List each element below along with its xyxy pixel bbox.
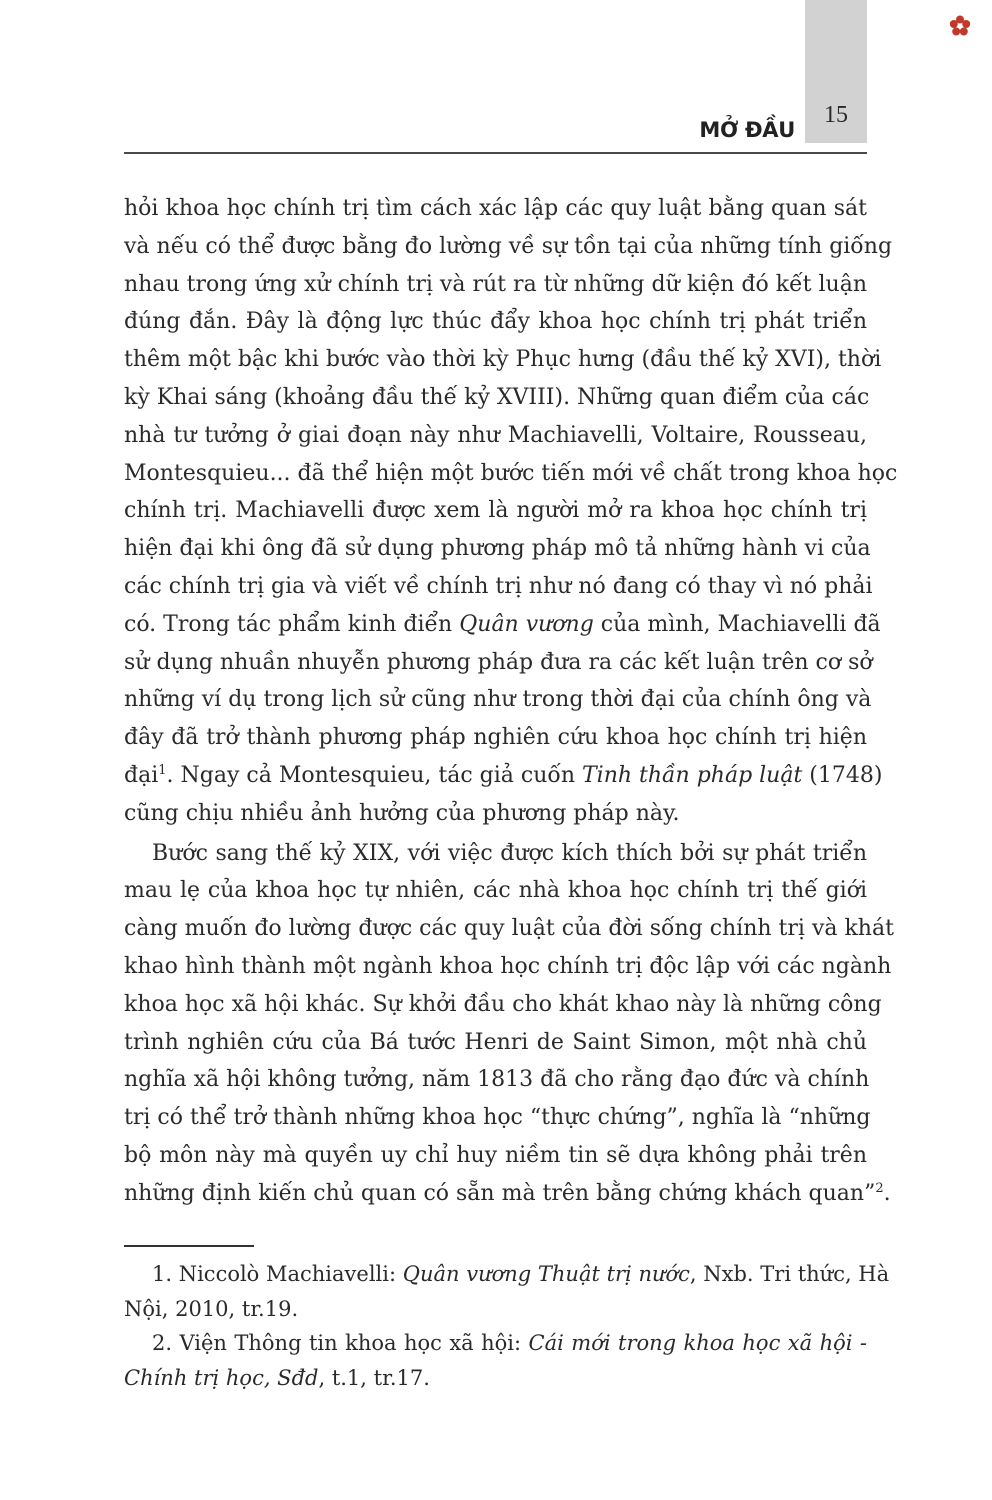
body-line: mau lẹ của khoa học tự nhiên, các nhà khoa học chính trị thế giới (124, 878, 867, 904)
body-line: hỏi khoa học chính trị tìm cách xác lập các quy luật bằng quan sát (124, 196, 867, 221)
body-text (124, 190, 898, 1213)
footnote-ref-2: 2 (875, 1180, 884, 1196)
body-line: có. Trong tác phẩm kinh điển Quân vương của mình, Machiavelli đã (124, 611, 881, 637)
body-line: trình nghiên cứu của Bá tước Henri de Saint Simon, một nhà chủ (124, 1029, 867, 1055)
page-number: 15 (824, 102, 848, 128)
body-line: thêm một bậc khi bước vào thời kỳ Phục hưng (đầu thế kỷ XVI), thời (124, 347, 882, 373)
body-line: khoa học xã hội khác. Sự khởi đầu cho khát khao này là những công (124, 991, 882, 1017)
body-line: sử dụng nhuần nhuyễn phương pháp đưa ra các kết luận trên cơ sở (124, 649, 873, 675)
footnote-1: 1. Niccolò Machiavelli: Quân vương Thuật trị nước, Nxb. Tri thức, Hà (152, 1262, 890, 1286)
book-title-quan-vuong: Quân vương (459, 611, 594, 637)
body-line: hiện đại khi ông đã sử dụng phương pháp mô tả những hành vi của (124, 536, 871, 562)
footnote-rule (124, 1245, 254, 1247)
body-line: nghĩa xã hội không tưởng, năm 1813 đã cho rằng đạo đức và chính (124, 1067, 870, 1093)
body-line: các chính trị gia và viết về chính trị như nó đang có thay vì nó phải (124, 573, 873, 599)
body-line: càng muốn đo lường được các quy luật của đời sống chính trị và khát (124, 916, 894, 942)
body-line: đúng đắn. Đây là động lực thúc đẩy khoa học chính trị phát triển (124, 309, 867, 335)
footnote-2-cont: Chính trị học, Sđd, t.1, tr.17. (124, 1365, 430, 1390)
body-line: và nếu có thể được bằng đo lường về sự tồn tại của những tính giống (124, 233, 893, 259)
body-line: nhau trong ứng xử chính trị và rút ra từ những dữ kiện đó kết luận (124, 271, 867, 297)
body-line: nhà tư tưởng ở giai đoạn này như Machiavelli, Voltaire, Rousseau, (124, 422, 867, 448)
body-line: đây đã trở thành phương pháp nghiên cứu khoa học chính trị hiện (124, 725, 867, 751)
section-title: MỞ ĐẦU (699, 118, 795, 142)
footnote-1-cont: Nội, 2010, tr.19. (124, 1296, 299, 1321)
footnote-ref-1: 1 (158, 762, 167, 778)
body-line: đại$^1$. Ngay cả Montesquieu, tác giả cuốn Tinh thần pháp luật (1748) (124, 762, 883, 788)
book-title-tinh-than-phap-luat: Tinh thần pháp luật (582, 762, 803, 788)
body-line: trị có thể trở thành những khoa học “thực chứng”, nghĩa là “những (124, 1105, 871, 1131)
header-rule (124, 152, 867, 154)
body-line: những ví dụ trong lịch sử cũng như trong thời đại của chính ông và (124, 687, 872, 713)
body-line: cũng chịu nhiều ảnh hưởng của phương pháp này. (124, 800, 680, 826)
footnotes (124, 1257, 890, 1395)
body-line: bộ môn này mà quyền uy chỉ huy niềm tin sẽ dựa không phải trên (124, 1142, 867, 1168)
flower-icon (948, 14, 972, 38)
body-line: Bước sang thế kỷ XIX, với việc được kích thích bởi sự phát triển (152, 840, 867, 866)
body-line: chính trị. Machiavelli được xem là người mở ra khoa học chính trị (124, 498, 867, 524)
footnote-2: 2. Viện Thông tin khoa học xã hội: Cái mới trong khoa học xã hội - (152, 1331, 867, 1355)
body-line: khao hình thành một ngành khoa học chính trị độc lập với các ngành (124, 953, 892, 979)
body-line: những định kiến chủ quan có sẵn mà trên bằng chứng khách quan”$^2$. (124, 1180, 891, 1206)
body-line: Montesquieu... đã thể hiện một bước tiến mới về chất trong khoa học (124, 460, 898, 486)
body-line: kỳ Khai sáng (khoảng đầu thế kỷ XVIII). Những quan điểm của các (124, 384, 870, 410)
